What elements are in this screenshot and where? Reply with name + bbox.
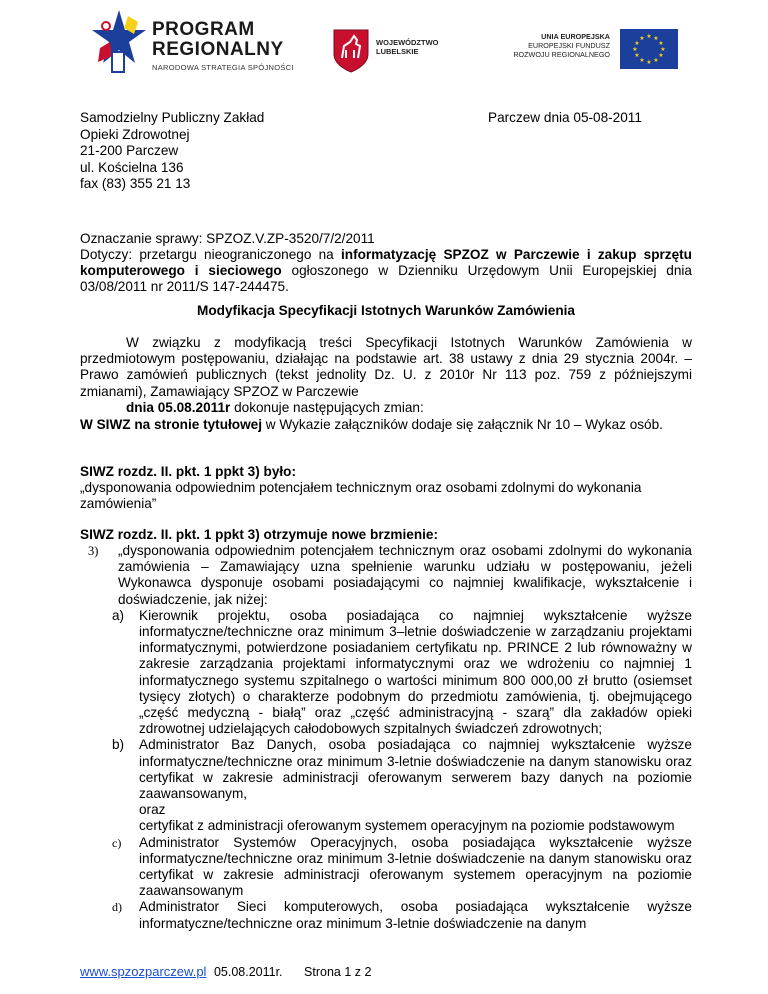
- sub-item-a: [112, 608, 692, 738]
- svg-text:★: ★: [646, 33, 652, 40]
- intro-date-rest: dokonuje następujących zmian:: [230, 399, 424, 415]
- change2-text: [80, 480, 692, 512]
- case-reference: Oznaczanie sprawy: SPZOZ.V.ZP-3520/7/2/2011: [80, 231, 375, 246]
- program-line2: REGIONALNY: [152, 39, 284, 60]
- svg-text:★: ★: [658, 52, 664, 59]
- ue-line1: UNIA EUROPEJSKA: [541, 32, 610, 41]
- footer-page-number: Strona 1 z 2: [304, 965, 372, 979]
- list-number: 3): [88, 544, 99, 558]
- sub-text-oraz: oraz: [139, 802, 166, 818]
- eu-flag-icon: [620, 29, 678, 69]
- svg-text:★: ★: [658, 40, 664, 47]
- place-date: Parczew dnia 05-08-2011: [488, 110, 642, 125]
- svg-text:★: ★: [639, 57, 645, 64]
- sender-fax: fax (83) 355 21 13: [80, 176, 191, 191]
- header-banner: [90, 6, 672, 82]
- sub-text: Kierownik projektu, osoba posiadająca co najmniej wykształcenie wyższe informatyczne/techniczne oraz minimum 3–letnie doświadczenie w zarządzaniu projektami informatycznymi, potwierdzone posiadaniem certyfikatu np. PRINCE 2 lub równoważny w zakresie zarządzania projektami informatycznymi oraz we wdrożeniu co najmniej 1 informatycznego systemu szpitalnego o wartości minimum 800 000,00 zł brutto (osiemset tysięcy złotych) o charakterze podobnym do przedmiotu zamówienia, tj. obejmującego „część medyczną - białą” oraz „część administracyjną - szarą” dla zakładów opieki zdrowotnej udzielających całodobowych szpitalnych świadczeń zdrowotnych;: [139, 607, 692, 737]
- change1-text: w Wykazie załączników dodaje się załącznik Nr 10 – Wykaz osób.: [262, 417, 663, 432]
- subject: [80, 247, 692, 296]
- subject-bold: informatyzację SPZOZ w Parczewie i zakup sprzętu komputerowego i sieciowego: [80, 247, 692, 279]
- sub-item-b: [112, 737, 692, 834]
- sender-line: Samodzielny Publiczny Zakład: [80, 110, 265, 125]
- footer-website-link[interactable]: www.spzozparczew.pl: [80, 964, 207, 979]
- svg-text:★: ★: [634, 40, 640, 47]
- ue-line2: EUROPEJSKI FUNDUSZ: [528, 41, 610, 50]
- change2-quote: „dysponowania odpowiednim potencjałem technicznym oraz osobami zdolnymi do wykonania zamówienia”: [80, 480, 642, 512]
- change1-bold: W SIWZ na stronie tytułowej: [80, 417, 263, 432]
- intro-paragraph: [80, 335, 692, 416]
- footer-date: 05.08.2011r.: [213, 965, 283, 979]
- page-footer: [80, 964, 371, 979]
- sub-label: b): [112, 737, 125, 753]
- svg-text:★: ★: [653, 57, 659, 64]
- woj-line1: WOJEWÓDZTWO: [376, 38, 439, 47]
- program-title: [152, 20, 284, 60]
- sub-text-main: Administrator Baz Danych, osoba posiadająca co najmniej wykształcenie wyższe informatyczne/techniczne oraz minimum 3-letnie doświadczenie na danym stanowisku oraz certyfikat w zakresie administracji oferowanym serwerem bazy danych na poziomie zaawansowanym,: [139, 737, 692, 802]
- change-title-page: [80, 417, 692, 433]
- woj-line2: LUBELSKIE: [376, 47, 419, 56]
- subject-text: Dotyczy: przetargu nieograniczonego na: [80, 247, 341, 262]
- sender-line: ul. Kościelna 136: [80, 159, 184, 175]
- intro-date: dnia 05.08.2011r: [126, 399, 231, 415]
- svg-text:★: ★: [639, 35, 645, 42]
- svg-text:★: ★: [632, 46, 638, 53]
- svg-text:★: ★: [634, 52, 640, 59]
- subject-text-end: ogłoszonego w Dzienniku Urzędowym Unii Europejskiej dnia 03/08/2011 nr 2011/S 147-244475.: [80, 263, 692, 295]
- program-subtitle: NARODOWA STRATEGIA SPÓJNOŚCI: [152, 63, 294, 72]
- change3-heading: SIWZ rozdz. II. pkt. 1 ppkt 3) otrzymuje nowe brzmienie:: [80, 527, 439, 542]
- svg-text:★: ★: [646, 59, 652, 66]
- sender-line: Opieki Zdrowotnej: [80, 126, 190, 142]
- wojewodztwo-label: [376, 38, 439, 56]
- sub-text-cert: certyfikat z administracji oferowanym systemem operacyjnym na poziomie podstawowym: [139, 818, 675, 834]
- sub-text: [139, 737, 692, 834]
- sub-item-d: [112, 899, 692, 931]
- sender-line: 21-200 Parczew: [80, 143, 179, 158]
- sub-label: a): [112, 607, 125, 623]
- svg-text:★: ★: [660, 46, 666, 53]
- svg-text:★: ★: [653, 35, 659, 42]
- list-lead-text: „dysponowania odpowiednim potencjałem technicznym oraz osobami zdolnymi do wykonania zamówienia – Zamawiający uzna spełnienie warunku udziału w postępowaniu, jeżeli Wykonawca dysponuje osobami posiadającymi co najmniej kwalifikacje, wykształcenie i doświadczenie, jak niżej:: [118, 543, 692, 607]
- change2-heading: SIWZ rozdz. II. pkt. 1 ppkt 3) było:: [80, 464, 296, 479]
- sub-label: d): [112, 900, 122, 915]
- sender-address: [80, 110, 264, 193]
- program-line1: PROGRAM: [152, 19, 255, 40]
- sub-text: Administrator Sieci komputerowych, osoba posiadająca wykształcenie wyższe informatyczne/techniczne oraz minimum 3-letnie doświadczenie na danym: [139, 899, 692, 931]
- sub-label: c): [112, 835, 122, 850]
- intro-date-line: [80, 400, 692, 416]
- change3-list: [88, 543, 692, 932]
- eu-label: [490, 32, 610, 59]
- lubelskie-crest-icon: [332, 28, 370, 74]
- sub-item-c: [112, 835, 692, 900]
- sub-text: Administrator Systemów Operacyjnych, osoba posiadająca wykształcenie wyższe informatyczne/techniczne oraz minimum 3-letnie doświadczenie na danym stanowisku oraz certyfikat w zakresie administracji oferowanym systemem operacyjnym na poziomie zaawansowanym: [139, 834, 692, 899]
- list-item: [88, 543, 692, 608]
- document-heading: Modyfikacja Specyfikacji Istotnych Warunków Zamówienia: [197, 303, 575, 318]
- intro-text: W związku z modyfikacją treści Specyfikacji Istotnych Warunków Zamówienia w przedmiotowym postępowaniu, działając na podstawie art. 38 ustawy z dnia 29 stycznia 2004r. – Prawo zamówień publicznych (tekst jednolity Dz. U. z 2010r Nr 113 poz. 759 z późniejszymi zmianami), Zamawiający SPZOZ w Parczewie: [80, 335, 692, 399]
- ue-line3: ROZWOJU REGIONALNEGO: [513, 50, 610, 59]
- program-regionalny-logo-icon: [90, 8, 148, 76]
